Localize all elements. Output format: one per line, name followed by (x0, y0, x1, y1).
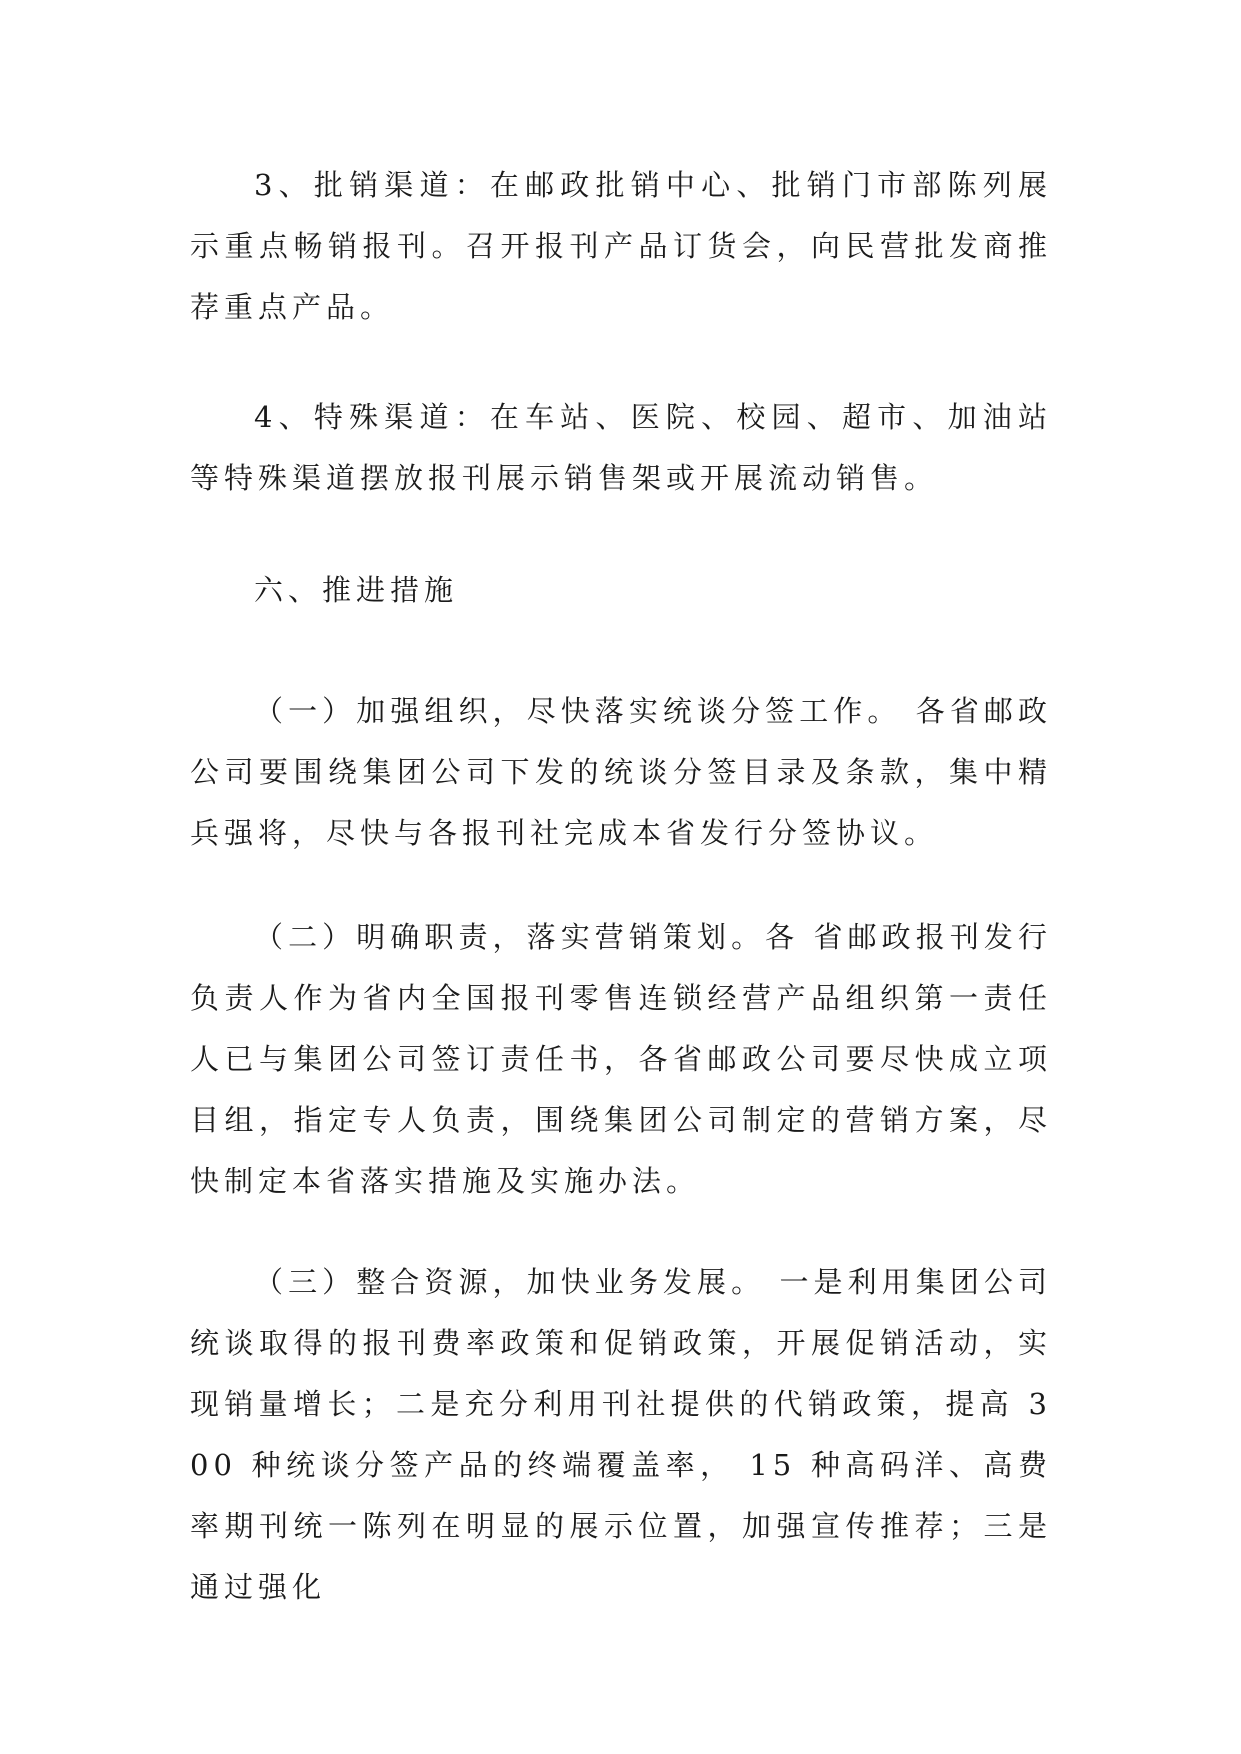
paragraph-measure-3: （三）整合资源，加快业务发展。 一是利用集团公司统谈取得的报刊费率政策和促销政策，开展促销活动，实现销量增长；二是充分利用刊社提供的代销政策，提高 300 种统谈分签产品的终端覆盖率， 15 种高码洋、高费率期刊统一陈列在明显的展示位置，加强宣传推荐；三是通过强化 (190, 1265, 1052, 1604)
paragraph-measure-1: （一）加强组织，尽快落实统谈分签工作。 各省邮政公司要围绕集团公司下发的统谈分签目录及条款，集中精兵强将，尽快与各报刊社完成本省发行分签协议。 (190, 694, 1052, 850)
section-heading-measures: 六、推进措施 (254, 573, 459, 607)
paragraph-special-channel: 4、特殊渠道：在车站、医院、校园、超市、加油站等特殊渠道摆放报刊展示销售架或开展流动销售。 (190, 400, 1052, 495)
paragraph-wholesale-channel: 3、批销渠道：在邮政批销中心、批销门市部陈列展示重点畅销报刊。召开报刊产品订货会，向民营批发商推荐重点产品。 (190, 168, 1052, 324)
paragraph-measure-2: （二）明确职责，落实营销策划。各 省邮政报刊发行负责人作为省内全国报刊零售连锁经营产品组织第一责任人已与集团公司签订责任书，各省邮政公司要尽快成立项目组，指定专人负责，围绕集团公司制定的营销方案，尽快制定本省落实措施及实施办法。 (190, 920, 1052, 1198)
